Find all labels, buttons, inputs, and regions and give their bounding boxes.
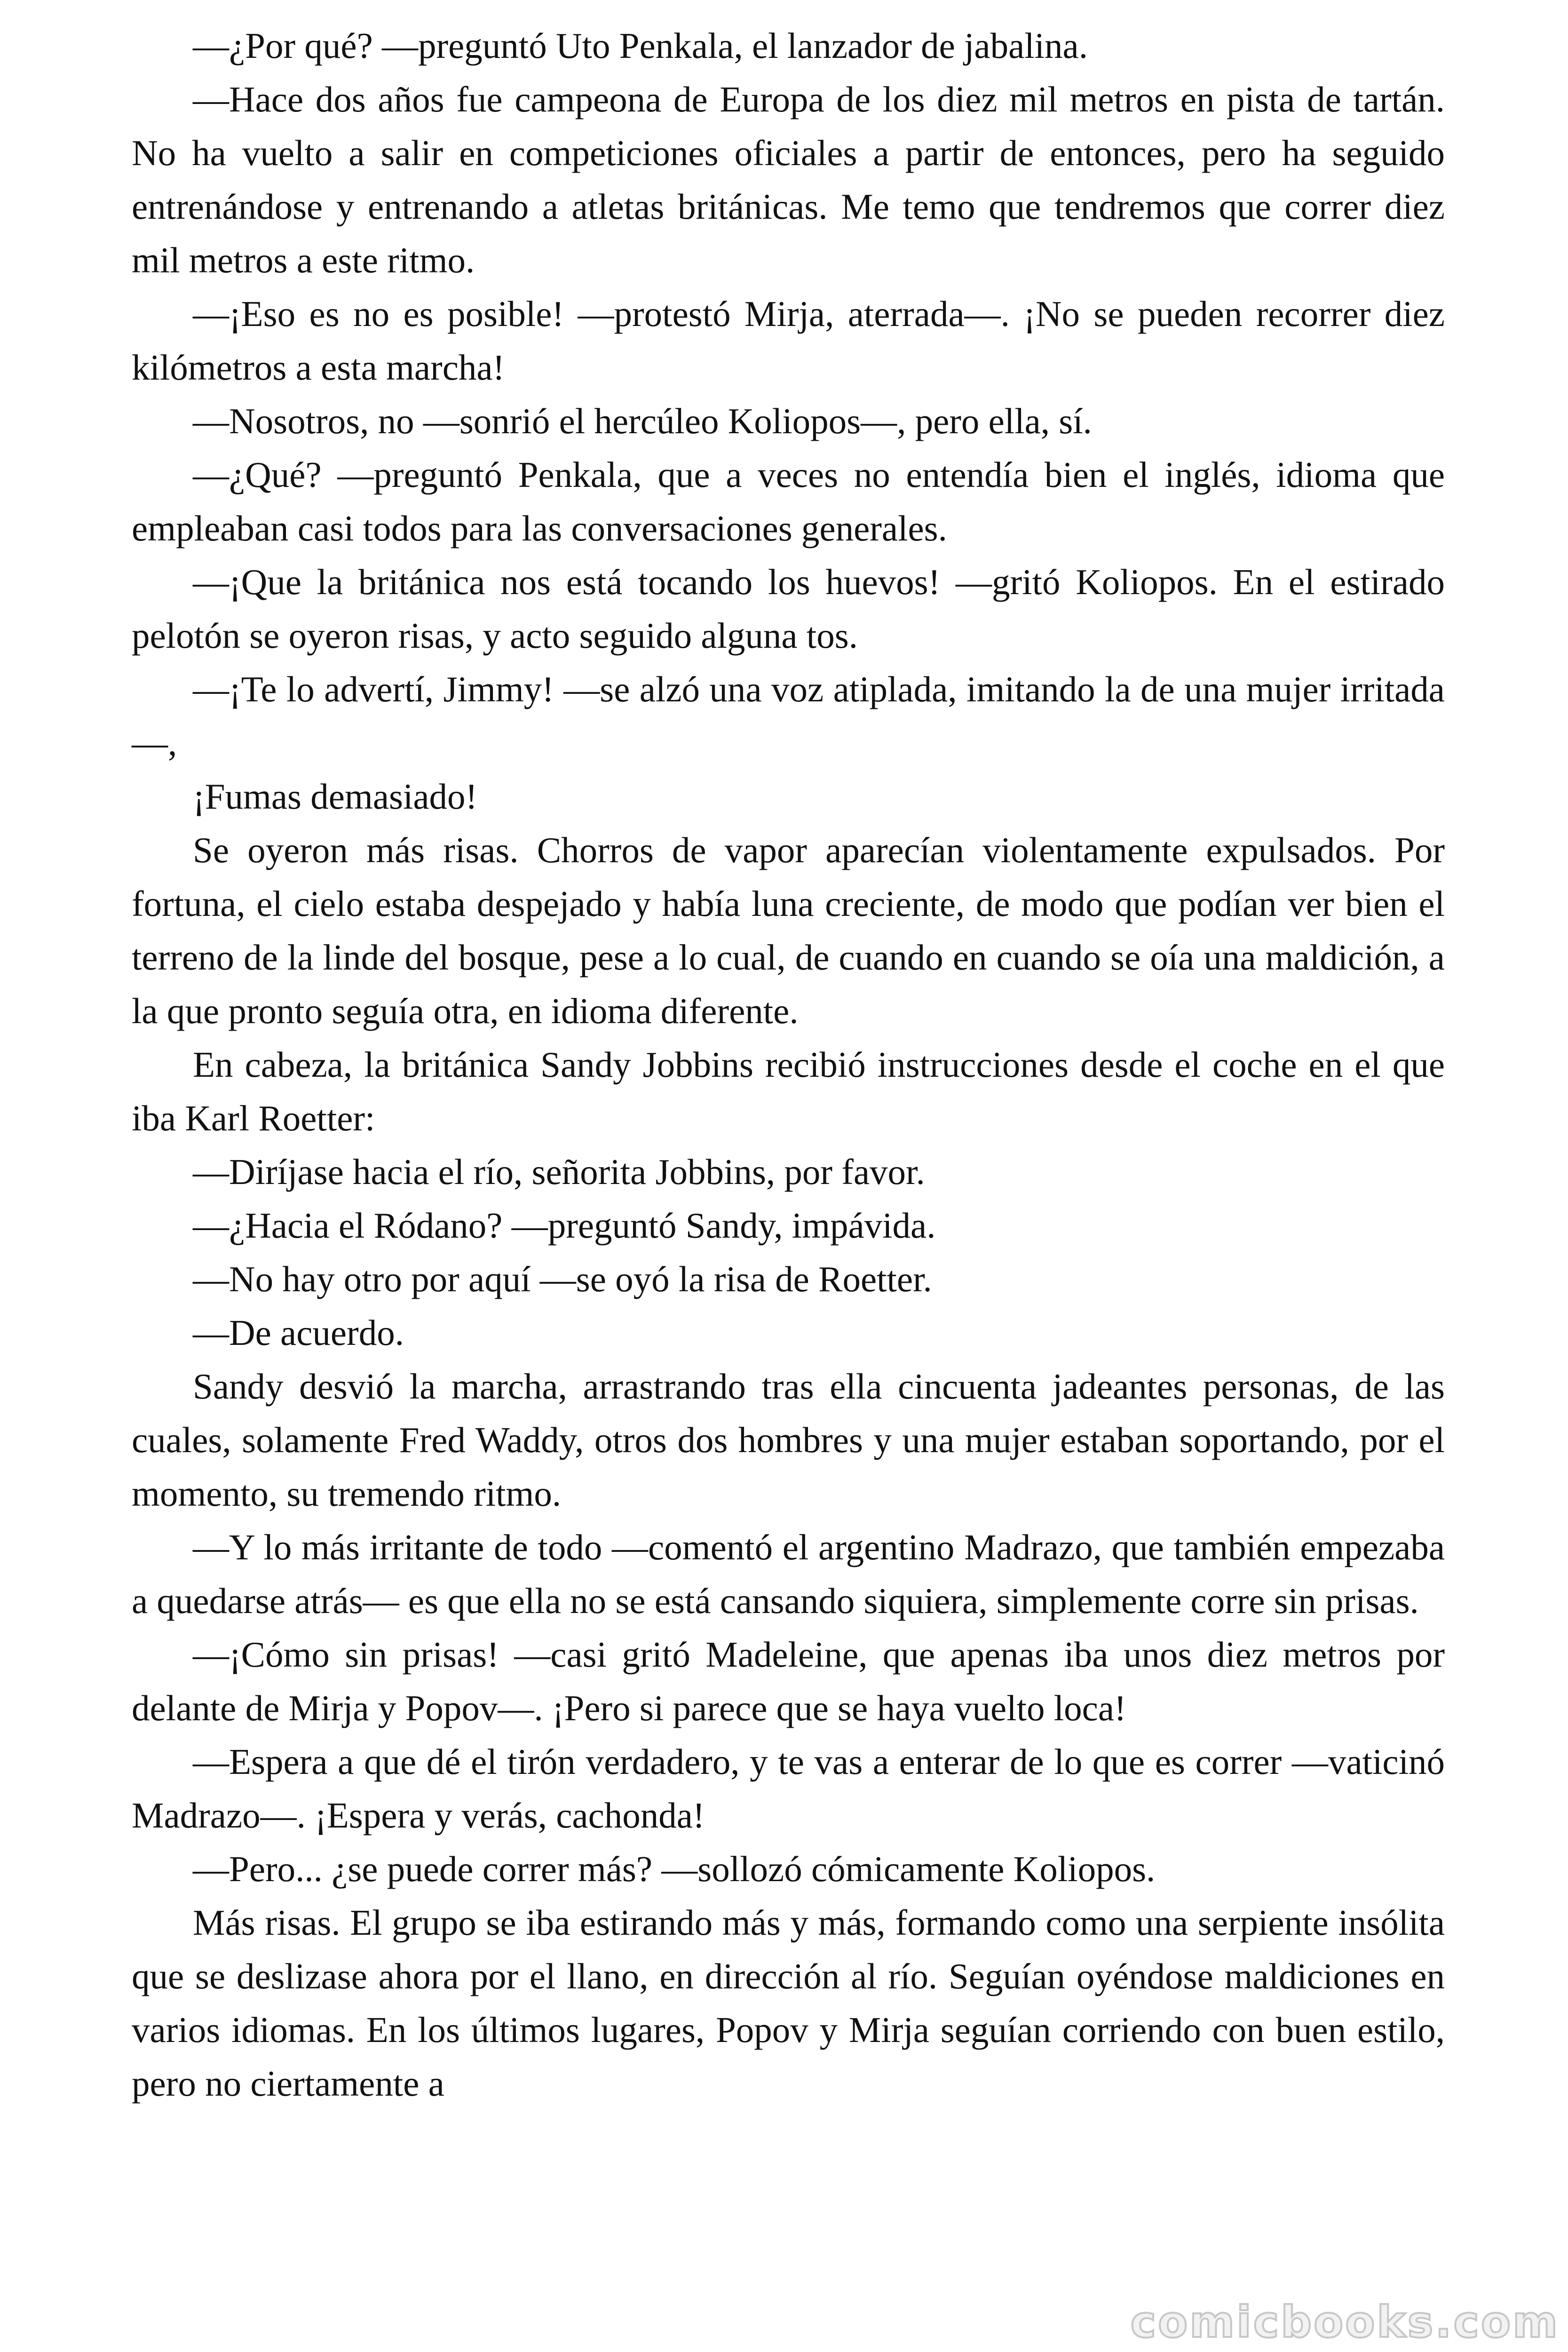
paragraph-5: —¿Qué? —preguntó Penkala, que a veces no entendía bien el inglés, idioma que empleaban casi todos para las conversaciones generales. — [132, 454, 1445, 548]
paragraph-10: En cabeza, la británica Sandy Jobbins recibió instrucciones desde el coche en el que iba Karl Roetter: — [132, 1044, 1445, 1138]
paragraph-16: —Y lo más irritante de todo —comentó el argentino Madrazo, que también empezaba a quedarse atrás— es que ella no se está cansando siquiera, simplemente corre sin prisas. — [132, 1527, 1445, 1621]
paragraph-11: —Diríjase hacia el río, señorita Jobbins, por favor. — [193, 1152, 925, 1192]
paragraph-6: —¡Que la británica nos está tocando los huevos! —gritó Koliopos. En el estirado pelotón se oyeron risas, y acto seguido alguna tos. — [132, 562, 1445, 656]
body-text — [132, 19, 1445, 2110]
paragraph-3: —¡Eso es no es posible! —protestó Mirja, aterrada—. ¡No se pueden recorrer diez kilómetros a esta marcha! — [132, 294, 1445, 388]
paragraph-14: —De acuerdo. — [193, 1312, 404, 1353]
paragraph-9: Se oyeron más risas. Chorros de vapor aparecían violentamente expulsados. Por fortuna, el cielo estaba despejado y había luna creciente, de modo que podían ver bien el terreno de la linde del bosque, pese a lo cual, de cuando en cuando se oía una maldición, a la que pronto seguía otra, en idioma diferente. — [132, 830, 1445, 1031]
paragraph-17: —¡Cómo sin prisas! —casi gritó Madeleine, que apenas iba unos diez metros por delante de Mirja y Popov—. ¡Pero si parece que se haya vuelto loca! — [132, 1634, 1445, 1728]
watermark-logo: comicbooks.com — [1130, 2297, 1560, 2347]
paragraph-12: —¿Hacia el Ródano? —preguntó Sandy, impávida. — [193, 1205, 936, 1246]
paragraph-2: —Hace dos años fue campeona de Europa de los diez mil metros en pista de tartán. No ha vuelto a salir en competiciones oficiales a partir de entonces, pero ha seguido entrenándose y entrenando a atletas británicas. Me temo que tendremos que correr diez mil metros a este ritmo. — [132, 79, 1445, 280]
paragraph-7: —¡Te lo advertí, Jimmy! —se alzó una voz atiplada, imitando la de una mujer irritada—, — [132, 669, 1445, 763]
paragraph-15: Sandy desvió la marcha, arrastrando tras ella cincuenta jadeantes personas, de las cuales, solamente Fred Waddy, otros dos hombres y una mujer estaban soportando, por el momento, su tremendo ritmo. — [132, 1366, 1445, 1514]
paragraph-18: —Espera a que dé el tirón verdadero, y te vas a enterar de lo que es correr —vaticinó Madrazo—. ¡Espera y verás, cachonda! — [132, 1741, 1445, 1836]
paragraph-8: ¡Fumas demasiado! — [193, 776, 478, 817]
paragraph-20: Más risas. El grupo se iba estirando más y más, formando como una serpiente insólita que se deslizase ahora por el llano, en dirección al río. Seguían oyéndose maldiciones en varios idiomas. En los últimos lugares, Popov y Mirja seguían corriendo con buen estilo, pero no ciertamente a — [132, 1902, 1445, 2104]
paragraph-4: —Nosotros, no —sonrió el hercúleo Koliopos—, pero ella, sí. — [193, 401, 1092, 441]
paragraph-19: —Pero... ¿se puede correr más? —sollozó cómicamente Koliopos. — [193, 1849, 1156, 1889]
paragraph-1: —¿Por qué? —preguntó Uto Penkala, el lanzador de jabalina. — [193, 25, 1088, 66]
paragraph-13: —No hay otro por aquí —se oyó la risa de Roetter. — [193, 1259, 932, 1299]
